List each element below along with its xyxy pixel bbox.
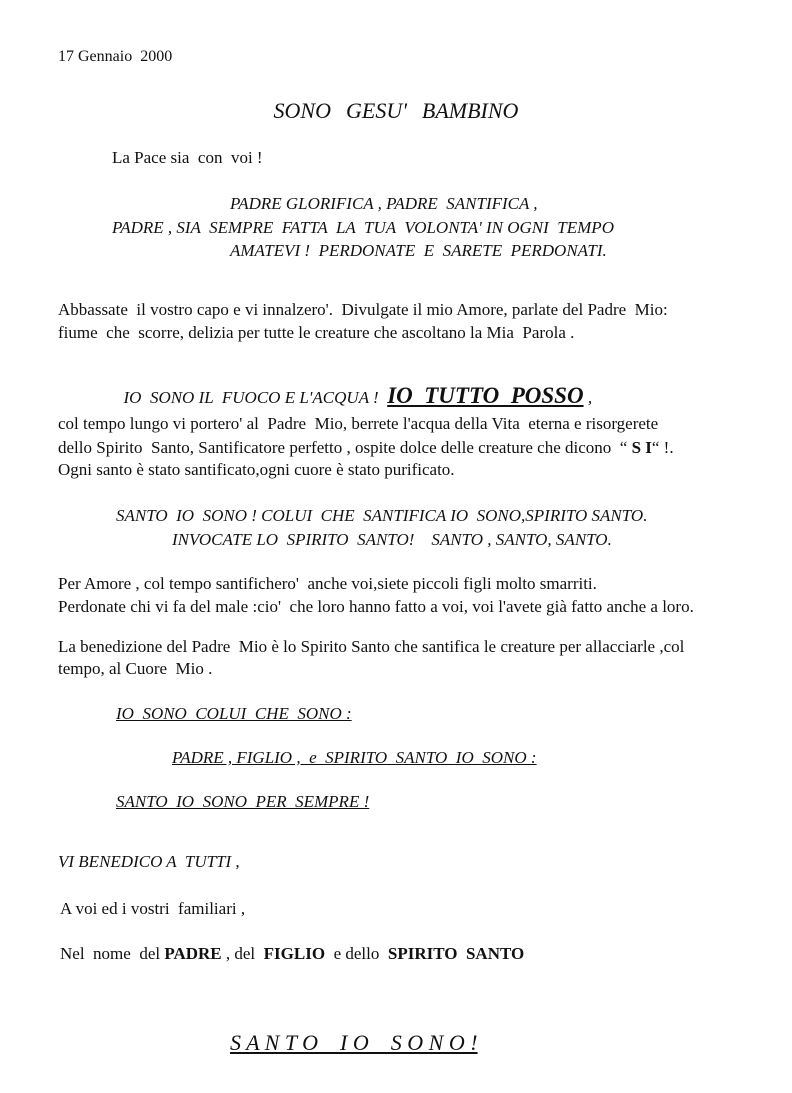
paragraph-line: [58, 438, 674, 458]
prayer-line: AMATEVI ! PERDONATE E SARETE PERDONATI.: [230, 241, 607, 260]
blessing: VI BENEDICO A TUTTI ,: [58, 852, 240, 871]
trinity-text: , del: [221, 944, 264, 963]
fire-line-emphasis: IO TUTTO POSSO: [387, 383, 584, 408]
declaration: PADRE , FIGLIO , e SPIRITO SANTO IO SONO :: [172, 748, 537, 767]
family-line: A voi ed i vostri familiari ,: [60, 899, 246, 918]
fire-line-lead: IO SONO IL FUOCO E L'ACQUA !: [123, 388, 388, 407]
paragraph-text: dello Spirito Santo, Santificatore perfetto , ospite dolce delle creature che dicono “: [58, 438, 628, 457]
paragraph-line: Perdonate chi vi fa del male :cio' che loro hanno fatto a voi, voi l'avete già fatto anche a loro.: [58, 597, 694, 616]
declaration: SANTO IO SONO PER SEMPRE !: [116, 792, 370, 811]
paragraph-line: Per Amore , col tempo santifichero' anche voi,siete piccoli figli molto smarriti.: [58, 574, 597, 593]
trinity-line: [60, 944, 524, 964]
trinity-text: e dello: [325, 944, 388, 963]
paragraph-line: La benedizione del Padre Mio è lo Spirito Santo che santifica le creature per allacciarle ,col: [58, 637, 685, 656]
paragraph-line: Abbassate il vostro capo e vi innalzero'. Divulgate il mio Amore, parlate del Padre Mio:: [58, 300, 668, 319]
paragraph-line: col tempo lungo vi portero' al Padre Mio, berrete l'acqua della Vita eterna e risorgerete: [58, 414, 659, 433]
prayer-line: PADRE , SIA SEMPRE FATTA LA TUA VOLONTA' IN OGNI TEMPO: [112, 218, 614, 237]
paragraph-line: Ogni santo è stato santificato,ogni cuore è stato purificato.: [58, 460, 455, 479]
trinity-text: Nel nome del: [60, 944, 165, 963]
holy-line: SANTO IO SONO ! COLUI CHE SANTIFICA IO SONO,SPIRITO SANTO.: [116, 506, 648, 525]
date: 17 Gennaio 2000: [58, 48, 173, 65]
si-tail: “ !.: [651, 438, 674, 457]
trinity-spirito: SPIRITO SANTO: [387, 944, 525, 963]
prayer-line: PADRE GLORIFICA , PADRE SANTIFICA ,: [230, 194, 538, 213]
fire-line-tail: ,: [583, 388, 593, 407]
trinity-figlio: FIGLIO: [263, 944, 326, 963]
page-title: SONO GESU' BAMBINO: [273, 98, 519, 123]
greeting: La Pace sia con voi !: [112, 148, 263, 167]
paragraph-line: tempo, al Cuore Mio .: [58, 659, 213, 678]
si-word: S I: [631, 438, 652, 457]
declaration: IO SONO COLUI CHE SONO :: [116, 704, 352, 723]
paragraph-line: fiume che scorre, delizia per tutte le creature che ascoltano la Mia Parola .: [58, 323, 575, 342]
trinity-padre: PADRE: [164, 944, 222, 963]
fire-line: [115, 366, 592, 408]
holy-line: INVOCATE LO SPIRITO SANTO! SANTO , SANTO, SANTO.: [172, 530, 612, 549]
closing: S A N T O I O S O N O !: [230, 1030, 478, 1055]
